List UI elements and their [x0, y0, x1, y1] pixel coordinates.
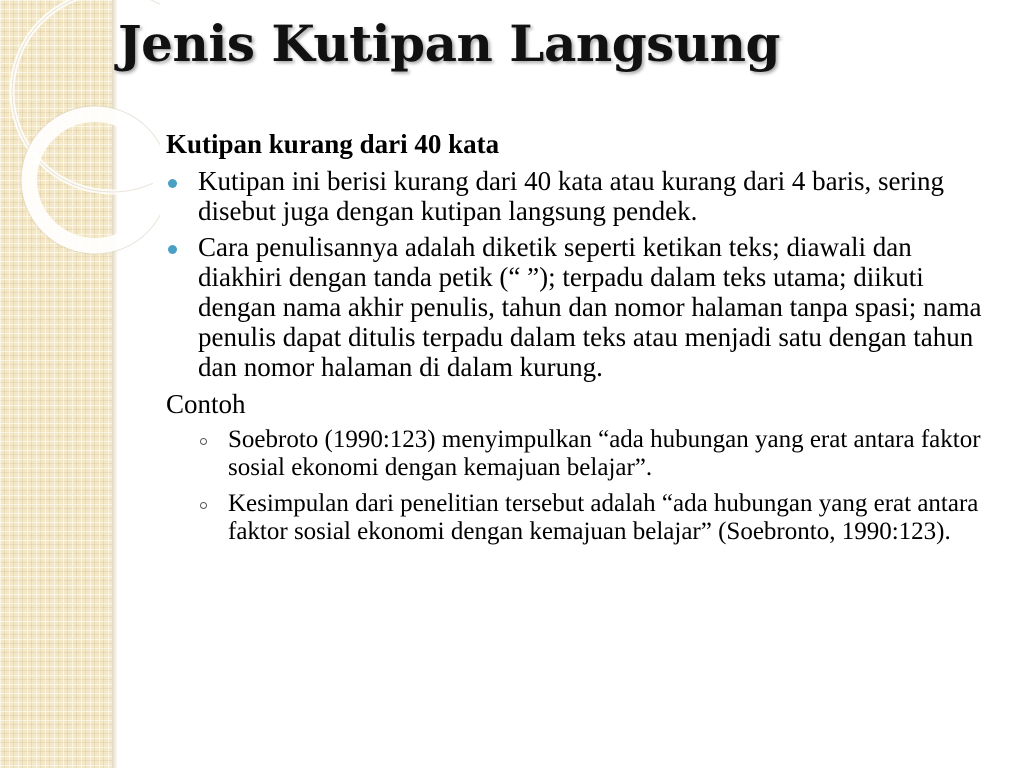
- example-label: Contoh: [166, 389, 246, 419]
- bullet-dot-icon: [168, 245, 177, 254]
- bullet-text: Cara penulisannya adalah diketik seperti ketikan teks; diawali dan diakhiri dengan tanda petik (“ ”); terpadu dalam teks utama; diikuti dengan nama akhir penulis, tahun dan nomor halaman tanpa spasi; nama penulis dapat ditulis terpadu dalam teks atau menjadi satu dengan tahun dan nomor halaman di dalam kurung.: [198, 232, 982, 382]
- example-item: [196, 490, 996, 546]
- example-text: Kesimpulan dari penelitian tersebut adalah “ada hubungan yang erat antara faktor sosial ekonomi dengan kemajuan belajar” (Soebronto, 1990:123).: [228, 490, 979, 545]
- bullet-dot-icon: [168, 179, 177, 188]
- ring-bullet-icon: [200, 502, 207, 509]
- main-bullet-list: [166, 166, 996, 382]
- slide-content: [166, 128, 996, 554]
- bullet-item: [166, 166, 996, 226]
- example-text: Soebroto (1990:123) menyimpulkan “ada hubungan yang erat antara faktor sosial ekonomi dengan kemajuan belajar”.: [228, 426, 981, 481]
- bullet-item: [166, 232, 996, 382]
- example-list: [166, 426, 996, 546]
- example-item: [196, 426, 996, 482]
- section-heading: Kutipan kurang dari 40 kata: [166, 129, 500, 159]
- bullet-text: Kutipan ini berisi kurang dari 40 kata atau kurang dari 4 baris, sering disebut juga dengan kutipan langsung pendek.: [198, 166, 945, 226]
- ring-bullet-icon: [200, 438, 207, 445]
- slide-title: Jenis Kutipan Langsung: [118, 14, 780, 73]
